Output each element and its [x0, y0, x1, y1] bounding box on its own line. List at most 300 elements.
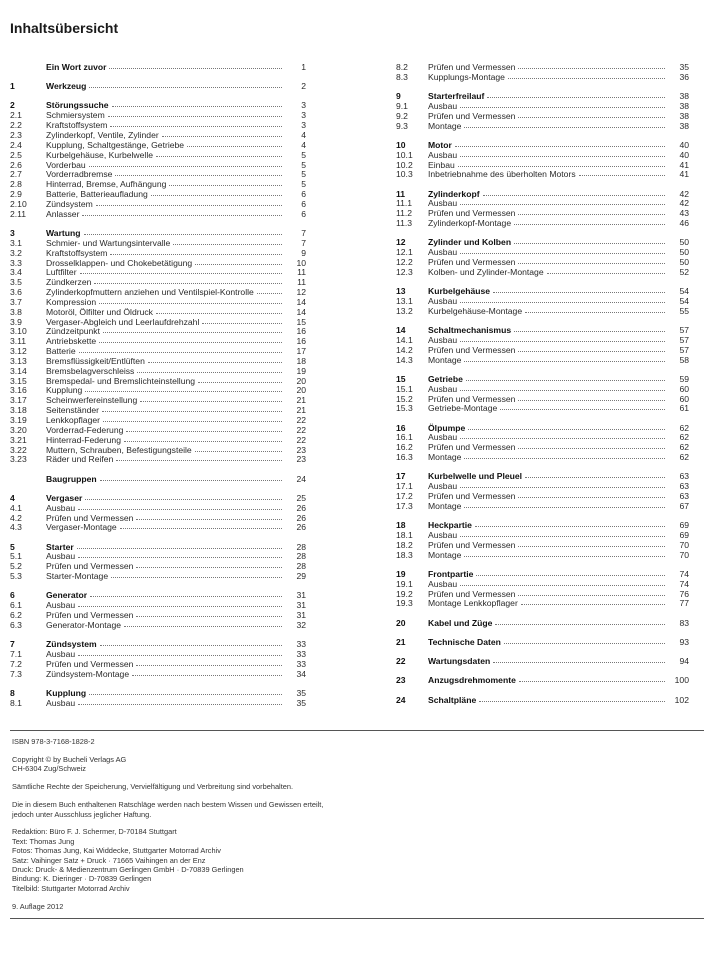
dot-leader — [579, 175, 665, 176]
section-number: 2.8 — [10, 179, 22, 190]
section-number: 6 — [10, 590, 15, 601]
section-title: Anlasser — [46, 208, 80, 219]
section-number: 16.1 — [396, 432, 413, 443]
page-number: 32 — [296, 619, 306, 630]
section-number: 24 — [396, 694, 406, 705]
section-number: 7.1 — [10, 649, 22, 659]
toc-section-entry[interactable] — [10, 699, 306, 709]
section-number: 9.2 — [396, 110, 408, 121]
section-number: 17.3 — [396, 500, 413, 511]
dot-leader — [525, 312, 665, 313]
page-number: 74 — [679, 568, 689, 579]
section-number: 3.7 — [10, 296, 22, 307]
section-number: 22 — [396, 656, 406, 667]
section-number: 10.3 — [396, 169, 413, 180]
dot-leader — [84, 234, 282, 235]
toc-chapter-entry[interactable] — [10, 63, 306, 73]
page-number: 5 — [301, 169, 306, 180]
page-number: 54 — [679, 286, 689, 297]
section-number: 8 — [10, 687, 15, 698]
section-number: 2.5 — [10, 149, 22, 160]
dot-leader — [79, 352, 282, 353]
section-number: 10.1 — [396, 149, 413, 160]
section-title: Prüfen und Vermessen — [428, 208, 516, 219]
section-title: Schaltmechanismus — [428, 325, 512, 336]
section-number: 19.1 — [396, 578, 413, 589]
section-title: Ausbau — [428, 295, 458, 306]
section-number: 2.2 — [10, 120, 22, 131]
dot-leader — [460, 302, 665, 303]
section-number: 3.13 — [10, 355, 27, 366]
disclaimer-line: Die in diesem Buch enthaltenen Ratschläge werden nach bestem Wissen und Gewissen erteilt, — [12, 800, 324, 810]
section-title: Prüfen und Vermessen — [46, 561, 134, 572]
page-number: 29 — [296, 571, 306, 582]
toc-chapter-group — [396, 570, 689, 609]
page-number: 22 — [296, 434, 306, 445]
page-number: 34 — [296, 668, 306, 679]
credit-line: Satz: Vaihinger Satz + Druck · 71665 Vaihingen an der Enz — [12, 855, 206, 865]
toc-chapter-group — [10, 640, 306, 679]
section-number: 9 — [396, 91, 401, 102]
dot-leader — [500, 409, 665, 410]
dot-leader — [460, 204, 665, 205]
section-title: Montage — [428, 120, 462, 131]
section-number: 3.10 — [10, 326, 27, 337]
dot-leader — [483, 195, 665, 196]
section-title: Lenkkopflager — [46, 415, 100, 426]
section-number: 3.14 — [10, 365, 27, 376]
section-title: Prüfen und Vermessen — [428, 62, 516, 72]
section-number: 3.15 — [10, 375, 27, 386]
toc-chapter-group — [10, 591, 306, 630]
section-title: Muttern, Schrauben, Befestigungsteile — [46, 444, 192, 455]
section-title: Störungssuche — [46, 100, 109, 111]
section-title: Vergaser — [46, 492, 83, 503]
dot-leader — [99, 303, 282, 304]
dot-leader — [493, 662, 665, 663]
section-title: Hinterrad-Federung — [46, 434, 121, 445]
page-number: 15 — [296, 316, 306, 327]
page-number: 5 — [301, 179, 306, 190]
dot-leader — [78, 557, 282, 558]
section-number: 3.6 — [10, 287, 22, 298]
toc-chapter-entry[interactable] — [396, 619, 689, 629]
page-number: 38 — [679, 120, 689, 131]
page-number: 94 — [679, 656, 689, 667]
section-title: Werkzeug — [46, 81, 87, 92]
section-number: 4.2 — [10, 512, 22, 523]
section-number: 11 — [396, 188, 406, 199]
toc-chapter-group — [10, 63, 306, 73]
toc-section-entry[interactable] — [10, 670, 306, 680]
dot-leader — [124, 441, 282, 442]
page-number: 5 — [301, 159, 306, 170]
credit-line: Bindung: K. Dieringer · D-70839 Gerlingen — [12, 874, 152, 884]
section-number: 3.16 — [10, 385, 27, 396]
page-number: 57 — [679, 334, 689, 345]
toc-section-entry[interactable] — [10, 523, 306, 533]
dot-leader — [124, 626, 282, 627]
section-number: 11.2 — [396, 208, 413, 219]
section-number: 15.2 — [396, 393, 413, 404]
toc-chapter-group — [10, 475, 306, 485]
section-number: 19.3 — [396, 598, 413, 609]
dot-leader — [85, 499, 282, 500]
dot-leader — [518, 263, 665, 264]
page-number: 67 — [679, 500, 689, 511]
section-number: 11.1 — [396, 198, 413, 209]
section-title: Luftfilter — [46, 267, 77, 278]
toc-section-entry[interactable] — [10, 455, 306, 465]
section-number: 13 — [396, 286, 406, 297]
section-number: 16.2 — [396, 442, 413, 453]
dot-leader — [103, 332, 282, 333]
section-number: 18.2 — [396, 539, 413, 550]
page-number: 2 — [301, 81, 306, 92]
section-title: Zündzeitpunkt — [46, 326, 100, 337]
section-number: 17.1 — [396, 481, 413, 492]
section-number: 12.1 — [396, 247, 413, 258]
section-number: 14.3 — [396, 354, 413, 365]
dot-leader — [156, 156, 282, 157]
section-number: 13.1 — [396, 295, 413, 306]
page-number: 20 — [296, 385, 306, 396]
page-number: 22 — [296, 415, 306, 426]
page-number: 40 — [679, 139, 689, 150]
section-number: 21 — [396, 636, 406, 647]
section-title: Ausbau — [46, 502, 76, 513]
section-title: Bremsbelagverschleiss — [46, 365, 135, 376]
section-number: 2.10 — [10, 198, 27, 209]
dot-leader — [89, 87, 282, 88]
page-number: 35 — [679, 62, 689, 72]
dot-leader — [464, 458, 665, 459]
section-title: Vergaser-Abgleich und Leerlaufdrehzahl — [46, 316, 200, 327]
section-number: 14.2 — [396, 344, 413, 355]
section-title: Ausbau — [428, 149, 458, 160]
section-number: 2.6 — [10, 159, 22, 170]
toc-section-entry[interactable] — [396, 268, 689, 278]
dot-leader — [460, 585, 665, 586]
section-title: Drosselklappen- und Chokebetätigung — [46, 257, 193, 268]
section-number: 8.2 — [396, 62, 408, 72]
page-number: 70 — [679, 549, 689, 560]
toc-section-entry[interactable] — [396, 219, 689, 229]
section-title: Ausbau — [46, 697, 76, 708]
page-number: 22 — [296, 424, 306, 435]
page-number: 1 — [301, 62, 306, 72]
dot-leader — [518, 546, 665, 547]
dot-leader — [80, 273, 282, 274]
toc-chapter-entry[interactable] — [396, 676, 689, 686]
section-number: 1 — [10, 81, 15, 92]
section-title: Zündkerzen — [46, 277, 92, 288]
divider-top — [10, 730, 704, 731]
dot-leader — [518, 214, 665, 215]
section-title: Prüfen und Vermessen — [46, 658, 134, 669]
section-title: Räder und Reifen — [46, 454, 114, 465]
dot-leader — [460, 390, 665, 391]
dot-leader — [132, 675, 282, 676]
section-title: Kupplung — [46, 687, 87, 698]
dot-leader — [518, 400, 665, 401]
dot-leader — [460, 341, 665, 342]
section-title: Ausbau — [46, 551, 76, 562]
section-title: Inbetriebnahme des überholten Motors — [428, 169, 576, 180]
page-number: 16 — [296, 336, 306, 347]
section-title: Vorderradbremse — [46, 169, 113, 180]
section-number: 17.2 — [396, 491, 413, 502]
isbn: ISBN 978-3-7168-1828-2 — [12, 737, 95, 746]
section-number: 8.1 — [10, 697, 22, 708]
section-number: 3.20 — [10, 424, 27, 435]
page-number: 26 — [296, 522, 306, 533]
dot-leader — [156, 313, 282, 314]
section-title: Baugruppen — [46, 473, 97, 484]
section-title: Technische Daten — [428, 636, 501, 647]
page-number: 52 — [679, 266, 689, 277]
page-title: Inhaltsübersicht — [10, 20, 119, 36]
section-title: Ausbau — [428, 578, 458, 589]
toc-chapter-group — [10, 543, 306, 582]
section-title: Anzugsdrehmomente — [428, 675, 516, 686]
section-number: 3.12 — [10, 346, 27, 357]
toc-section-entry[interactable] — [10, 210, 306, 220]
page-number: 102 — [674, 694, 689, 705]
section-title: Kupplungs-Montage — [428, 71, 505, 82]
section-title: Wartungsdaten — [428, 656, 491, 667]
section-number: 13.2 — [396, 305, 413, 316]
dot-leader — [136, 519, 282, 520]
section-title: Montage Lenkkopflager — [428, 598, 518, 609]
page-number: 3 — [301, 100, 306, 111]
page-number: 59 — [679, 373, 689, 384]
section-number: 16 — [396, 422, 406, 433]
toc-section-entry[interactable] — [396, 307, 689, 317]
toc-section-entry[interactable] — [396, 122, 689, 132]
section-number: 5.2 — [10, 561, 22, 572]
section-number: 12.2 — [396, 257, 413, 268]
section-title: Ausbau — [428, 529, 458, 540]
section-title: Prüfen und Vermessen — [46, 610, 134, 621]
section-number: 15.3 — [396, 403, 413, 414]
section-number: 19 — [396, 568, 406, 579]
section-title: Bremspedal- und Bremslichteinstellung — [46, 375, 196, 386]
section-title: Wartung — [46, 227, 81, 238]
section-number: 9.1 — [396, 100, 408, 111]
toc-chapter-group — [10, 229, 306, 465]
dot-leader — [100, 480, 282, 481]
toc-right-column — [396, 63, 689, 705]
section-title: Zylinderkopf-Montage — [428, 218, 512, 229]
page-number: 25 — [296, 492, 306, 503]
dot-leader — [508, 78, 665, 79]
dot-leader — [518, 595, 665, 596]
section-number: 8.3 — [396, 71, 408, 82]
dot-leader — [109, 68, 282, 69]
section-number: 17 — [396, 471, 406, 482]
section-title: Bremsflüssigkeit/Entlüften — [46, 355, 145, 366]
section-title: Ausbau — [46, 600, 76, 611]
section-title: Kupplung, Schaltgestänge, Getriebe — [46, 139, 185, 150]
section-title: Ausbau — [428, 247, 458, 258]
toc-chapter-group — [396, 287, 689, 317]
dot-leader — [521, 604, 665, 605]
dot-leader — [195, 264, 282, 265]
toc-chapter-entry[interactable] — [10, 82, 306, 92]
section-title: Ausbau — [46, 649, 76, 659]
page-number: 76 — [679, 588, 689, 599]
toc-chapter-group — [396, 424, 689, 463]
page-number: 74 — [679, 578, 689, 589]
section-number: 6.3 — [10, 619, 22, 630]
page-number: 33 — [296, 658, 306, 669]
page-number: 43 — [679, 208, 689, 219]
dot-leader — [464, 507, 665, 508]
page-number: 62 — [679, 432, 689, 443]
toc-chapter-group — [396, 696, 689, 706]
page-number: 31 — [296, 610, 306, 621]
section-title: Ausbau — [428, 334, 458, 345]
imprint — [12, 737, 323, 920]
page-number: 42 — [679, 188, 689, 199]
page-number: 41 — [679, 169, 689, 180]
toc-section-entry[interactable] — [396, 551, 689, 561]
dot-leader — [169, 185, 282, 186]
rights-notice: Sämtliche Rechte der Speicherung, Vervielfältigung und Verbreitung sind vorbehalten. — [12, 782, 294, 792]
section-title: Kabel und Züge — [428, 617, 493, 628]
divider-bottom — [10, 918, 704, 919]
page-number: 70 — [679, 539, 689, 550]
dot-leader — [518, 448, 665, 449]
dot-leader — [77, 548, 282, 549]
dot-leader — [85, 391, 282, 392]
section-number: 7 — [10, 639, 15, 650]
dot-leader — [464, 556, 665, 557]
section-number: 18.3 — [396, 549, 413, 560]
toc-section-entry[interactable] — [396, 453, 689, 463]
toc-chapter-group — [396, 375, 689, 414]
credit-line: Fotos: Thomas Jung, Kai Widdecke, Stuttgarter Motorrad Archiv — [12, 846, 221, 856]
section-number: 7.3 — [10, 668, 22, 679]
dot-leader — [487, 97, 665, 98]
section-title: Kurbelwelle und Pleuel — [428, 471, 523, 482]
toc-section-entry[interactable] — [396, 73, 689, 83]
toc-chapter-entry[interactable] — [10, 475, 306, 485]
toc-chapter-group — [10, 689, 306, 709]
page-number: 69 — [679, 520, 689, 531]
section-title: Kompression — [46, 296, 97, 307]
dot-leader — [90, 596, 282, 597]
credits — [12, 827, 323, 893]
section-title: Zündsystem — [46, 198, 93, 209]
section-title: Zylinderkopfmuttern anziehen und Ventilspiel-Kontrolle — [46, 287, 254, 298]
dot-leader — [151, 195, 282, 196]
dot-leader — [257, 293, 282, 294]
section-title: Seitenständer — [46, 405, 100, 416]
toc-chapter-entry[interactable] — [396, 696, 689, 706]
toc-chapter-group — [396, 92, 689, 131]
section-title: Frontpartie — [428, 568, 474, 579]
page-number: 11 — [297, 267, 306, 278]
toc-chapter-entry[interactable] — [396, 657, 689, 667]
page-number: 62 — [679, 422, 689, 433]
section-title: Batterie, Batterieaufladung — [46, 189, 148, 200]
toc-section-entry[interactable] — [396, 404, 689, 414]
dot-leader — [187, 146, 282, 147]
page-number: 23 — [296, 454, 306, 465]
section-title: Montage — [428, 549, 462, 560]
section-title: Kupplung — [46, 385, 83, 396]
dot-leader — [136, 567, 282, 568]
section-title: Prüfen und Vermessen — [428, 588, 516, 599]
section-title: Ausbau — [428, 198, 458, 209]
section-title: Prüfen und Vermessen — [428, 539, 516, 550]
dot-leader — [475, 526, 665, 527]
dot-leader — [103, 421, 282, 422]
toc-chapter-entry[interactable] — [396, 638, 689, 648]
section-number: 3.19 — [10, 415, 27, 426]
section-number: 15.1 — [396, 383, 413, 394]
page-number: 28 — [296, 551, 306, 562]
section-number: 4.3 — [10, 522, 22, 533]
section-title: Prüfen und Vermessen — [428, 257, 516, 268]
copyright-line: Copyright © by Bucheli Verlags AG — [12, 754, 127, 764]
section-title: Kraftstoffsystem — [46, 247, 108, 258]
page-number: 31 — [296, 600, 306, 611]
credit-line: Text: Thomas Jung — [12, 836, 75, 846]
toc-section-entry[interactable] — [10, 572, 306, 582]
section-number: 3.8 — [10, 306, 22, 317]
dot-leader — [518, 68, 665, 69]
section-number: 3.5 — [10, 277, 22, 288]
page-number: 9 — [301, 247, 306, 258]
page-number: 57 — [679, 325, 689, 336]
toc-section-entry[interactable] — [396, 170, 689, 180]
edition: 9. Auflage 2012 — [12, 901, 64, 911]
section-number: 6.2 — [10, 610, 22, 621]
section-title: Kurbelgehäuse, Kurbelwelle — [46, 149, 154, 160]
section-title: Motoröl, Ölfilter und Öldruck — [46, 306, 153, 317]
page-number: 21 — [296, 405, 306, 416]
section-number: 2.3 — [10, 130, 22, 140]
section-number: 3 — [10, 227, 15, 238]
toc-chapter-group — [10, 101, 306, 219]
section-title: Starter — [46, 541, 74, 552]
section-number: 2.11 — [10, 208, 27, 219]
credit-line: Druck: Druck- & Medienzentrum Gerlingen GmbH · D-70839 Gerlingen — [12, 865, 244, 875]
dot-leader — [518, 351, 665, 352]
section-title: Montage — [428, 354, 462, 365]
disclaimer-line: jedoch unter Ausschluss jeglicher Haftung. — [12, 809, 152, 819]
toc-section-entry[interactable] — [10, 621, 306, 631]
section-title: Starterfreilauf — [428, 91, 485, 102]
page-number: 35 — [296, 687, 306, 698]
toc-chapter-group — [396, 190, 689, 229]
toc-section-entry[interactable] — [396, 502, 689, 512]
dot-leader — [455, 146, 665, 147]
section-number: 4.1 — [10, 502, 22, 513]
toc-chapter-group — [396, 238, 689, 277]
section-title: Heckpartie — [428, 520, 472, 531]
dot-leader — [78, 704, 282, 705]
dot-leader — [110, 254, 282, 255]
toc-section-entry[interactable] — [396, 356, 689, 366]
section-number: 5.3 — [10, 571, 22, 582]
section-title: Vorderbau — [46, 159, 86, 170]
toc-section-entry[interactable] — [396, 599, 689, 609]
dot-leader — [136, 665, 282, 666]
